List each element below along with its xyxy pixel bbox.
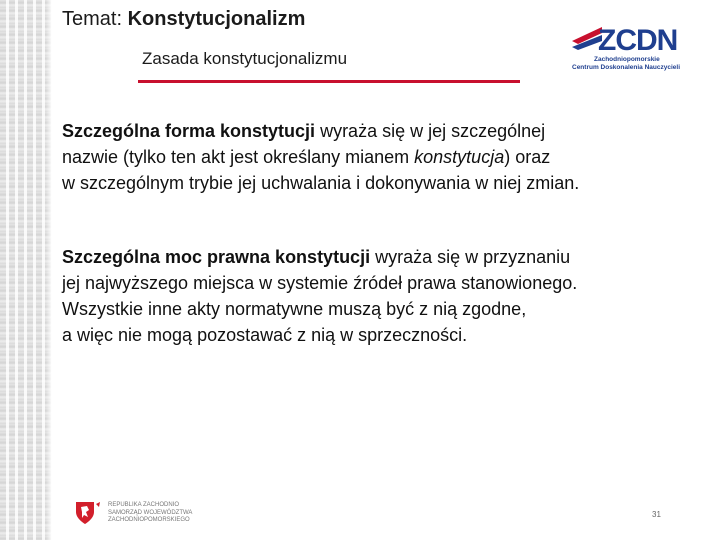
text-run: wyraża się w przyznaniu (370, 247, 571, 267)
samorzad-logo (72, 500, 202, 526)
paragraph-forma (62, 118, 702, 196)
zcdn-tagline-2: Centrum Doskonalenia Nauczycieli (572, 64, 681, 71)
zcdn-tagline-1: Zachodniopomorskie (594, 56, 660, 63)
title-underline (138, 80, 520, 83)
paragraph-line (62, 322, 702, 348)
paragraph-line (62, 244, 702, 270)
paragraph-moc-prawna (62, 244, 702, 348)
text-run: ) oraz (504, 147, 551, 167)
italic-term: konstytucja (414, 147, 505, 167)
title-topic: Konstytucjonalizm (127, 8, 306, 30)
text-run: jej najwyższego miejsca w systemie źródeł prawa stanowionego. (62, 273, 578, 293)
bold-phrase: Szczególna forma konstytucji (62, 121, 316, 141)
paragraph-line (62, 170, 702, 196)
griffin-crest-icon (72, 500, 102, 526)
text-run: Wszystkie inne akty normatywne muszą być z nią zgodne, (62, 299, 527, 319)
text-run: w szczególnym trybie jej uchwalania i dokonywania w niej zmian. (62, 173, 580, 193)
text-run: a więc nie mogą pozostawać z nią w sprzeczności. (62, 325, 468, 345)
zcdn-logo (572, 24, 682, 73)
paragraph-line (62, 144, 702, 170)
text-run: nazwie (tylko ten akt jest określany mianem (62, 147, 415, 167)
samorzad-line-1: REPUBLIKA ZACHODNIO (108, 502, 180, 508)
samorzad-line-2: SAMORZĄD WOJEWÓDZTWA (108, 509, 193, 516)
paragraph-line (62, 296, 702, 322)
bold-phrase: Szczególna moc prawna konstytucji (62, 247, 371, 267)
samorzad-logo-text (108, 502, 192, 525)
title-prefix: Temat: (62, 8, 128, 30)
page-number: 31 (652, 510, 661, 519)
decorative-manuscript-strip (0, 0, 52, 540)
paragraph-line (62, 118, 702, 144)
paragraph-line (62, 270, 702, 296)
page-subtitle: Zasada konstytucjonalizmu (142, 49, 348, 68)
zcdn-logo-text: ZCDN (598, 24, 678, 57)
text-run: wyraża się w jej szczególnej (315, 121, 546, 141)
page-title (62, 8, 305, 31)
samorzad-line-3: ZACHODNIOPOMORSKIEGO (108, 517, 190, 523)
